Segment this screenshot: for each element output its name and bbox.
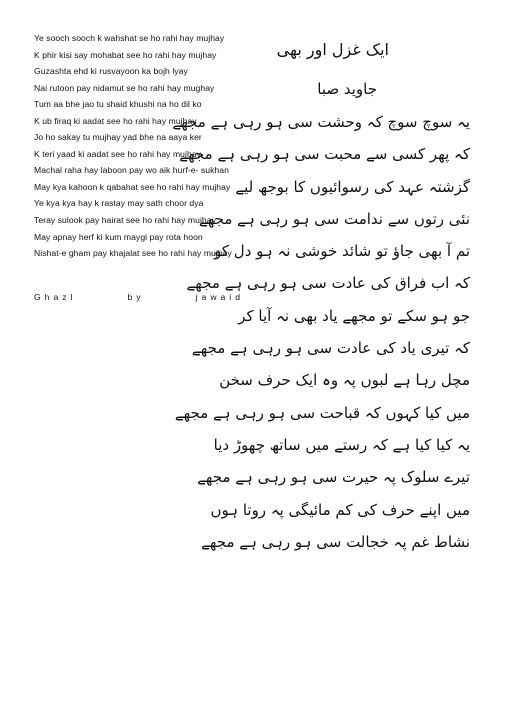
- roman-line: K teri yaad ki aadat see ho rahi hay mujhay: [34, 148, 201, 159]
- urdu-line: گزشتہ عہد کی رسوائیوں کا بوجھ لیے: [235, 177, 470, 196]
- roman-line: Jo ho sakay tu mujhay yad bhe na aaya ker: [34, 132, 202, 143]
- urdu-line: میں اپنے حرف کی کم مائیگی پہ روتا ہوں: [210, 500, 470, 519]
- roman-line: Nishat-e gham pay khajalat see ho rahi hay mujhay: [34, 248, 232, 259]
- roman-line: Guzashta ehd ki rusvayoon ka bojh lyay: [34, 66, 188, 77]
- urdu-line: نئی رتوں سے ندامت سی ہو رہی ہے مجھے: [198, 209, 470, 228]
- roman-line: Tum aa bhe jao tu shaid khushi na ho dil ko: [34, 99, 202, 110]
- urdu-line: کہ اب فراق کی عادت سی ہو رہی ہے مجھے: [186, 274, 470, 293]
- urdu-line: مچل رہا ہے لبوں پہ وہ ایک حرف سخن: [219, 371, 470, 390]
- urdu-line: یہ کیا کیا ہے کہ رستے میں ساتھ چھوڑ دیا: [213, 435, 470, 454]
- urdu-line: تم آ بھی جاؤ تو شائد خوشی نہ ہو دل کو: [214, 242, 470, 261]
- urdu-author: جاوید صبا: [317, 80, 377, 98]
- roman-line: Ye sooch sooch k wahshat se ho rahi hay mujhay: [34, 33, 225, 43]
- roman-line: K phir kisi say mohabat see ho rahi hay mujhay: [34, 49, 217, 60]
- roman-line: K ub firaq ki aadat see ho rahi hay mujhay: [34, 115, 197, 126]
- urdu-line: کہ تیری یاد کی عادت سی ہو رہی ہے مجھے: [191, 339, 470, 358]
- footer-word-ghazl: Ghazl: [34, 292, 77, 302]
- roman-line: Teray sulook pay hairat see ho rahi hay mujhay: [34, 215, 216, 226]
- roman-line: Nai rutoon pay nidamut se ho rahi hay mughay: [34, 82, 215, 93]
- roman-line: May kya kahoon k qabahat see ho rahi hay mujhay: [34, 181, 231, 192]
- urdu-line: یہ سوچ سوچ کہ وحشت سی ہو رہی ہے مجھے: [172, 113, 470, 131]
- roman-line: Machal raha hay laboon pay wo aik hurf-e- sukhan: [34, 165, 229, 176]
- urdu-line: کہ پھر کسی سے محبت سی ہو رہی ہے مجھے: [179, 145, 470, 164]
- roman-line: May apnay herf ki kum maygi pay rota hoon: [34, 231, 203, 242]
- urdu-line: تیرے سلوک پہ حیرت سی ہو رہی ہے مجھے: [197, 468, 470, 487]
- urdu-line: میں کیا کہوں کہ قباحت سی ہو رہی ہے مجھے: [174, 403, 470, 422]
- urdu-line: جو ہو سکے تو مجھے یاد بھی نہ آیا کر: [238, 306, 470, 325]
- urdu-line: نشاط غم پہ خجالت سی ہو رہی ہے مجھے: [201, 532, 470, 551]
- roman-line: Ye kya kya hay k rastay may sath choor dya: [34, 198, 204, 209]
- footer-word-by: by: [127, 292, 145, 302]
- urdu-title: ایک غزل اور بھی: [276, 40, 389, 59]
- footer-word-jawaid: jawaid: [195, 292, 244, 302]
